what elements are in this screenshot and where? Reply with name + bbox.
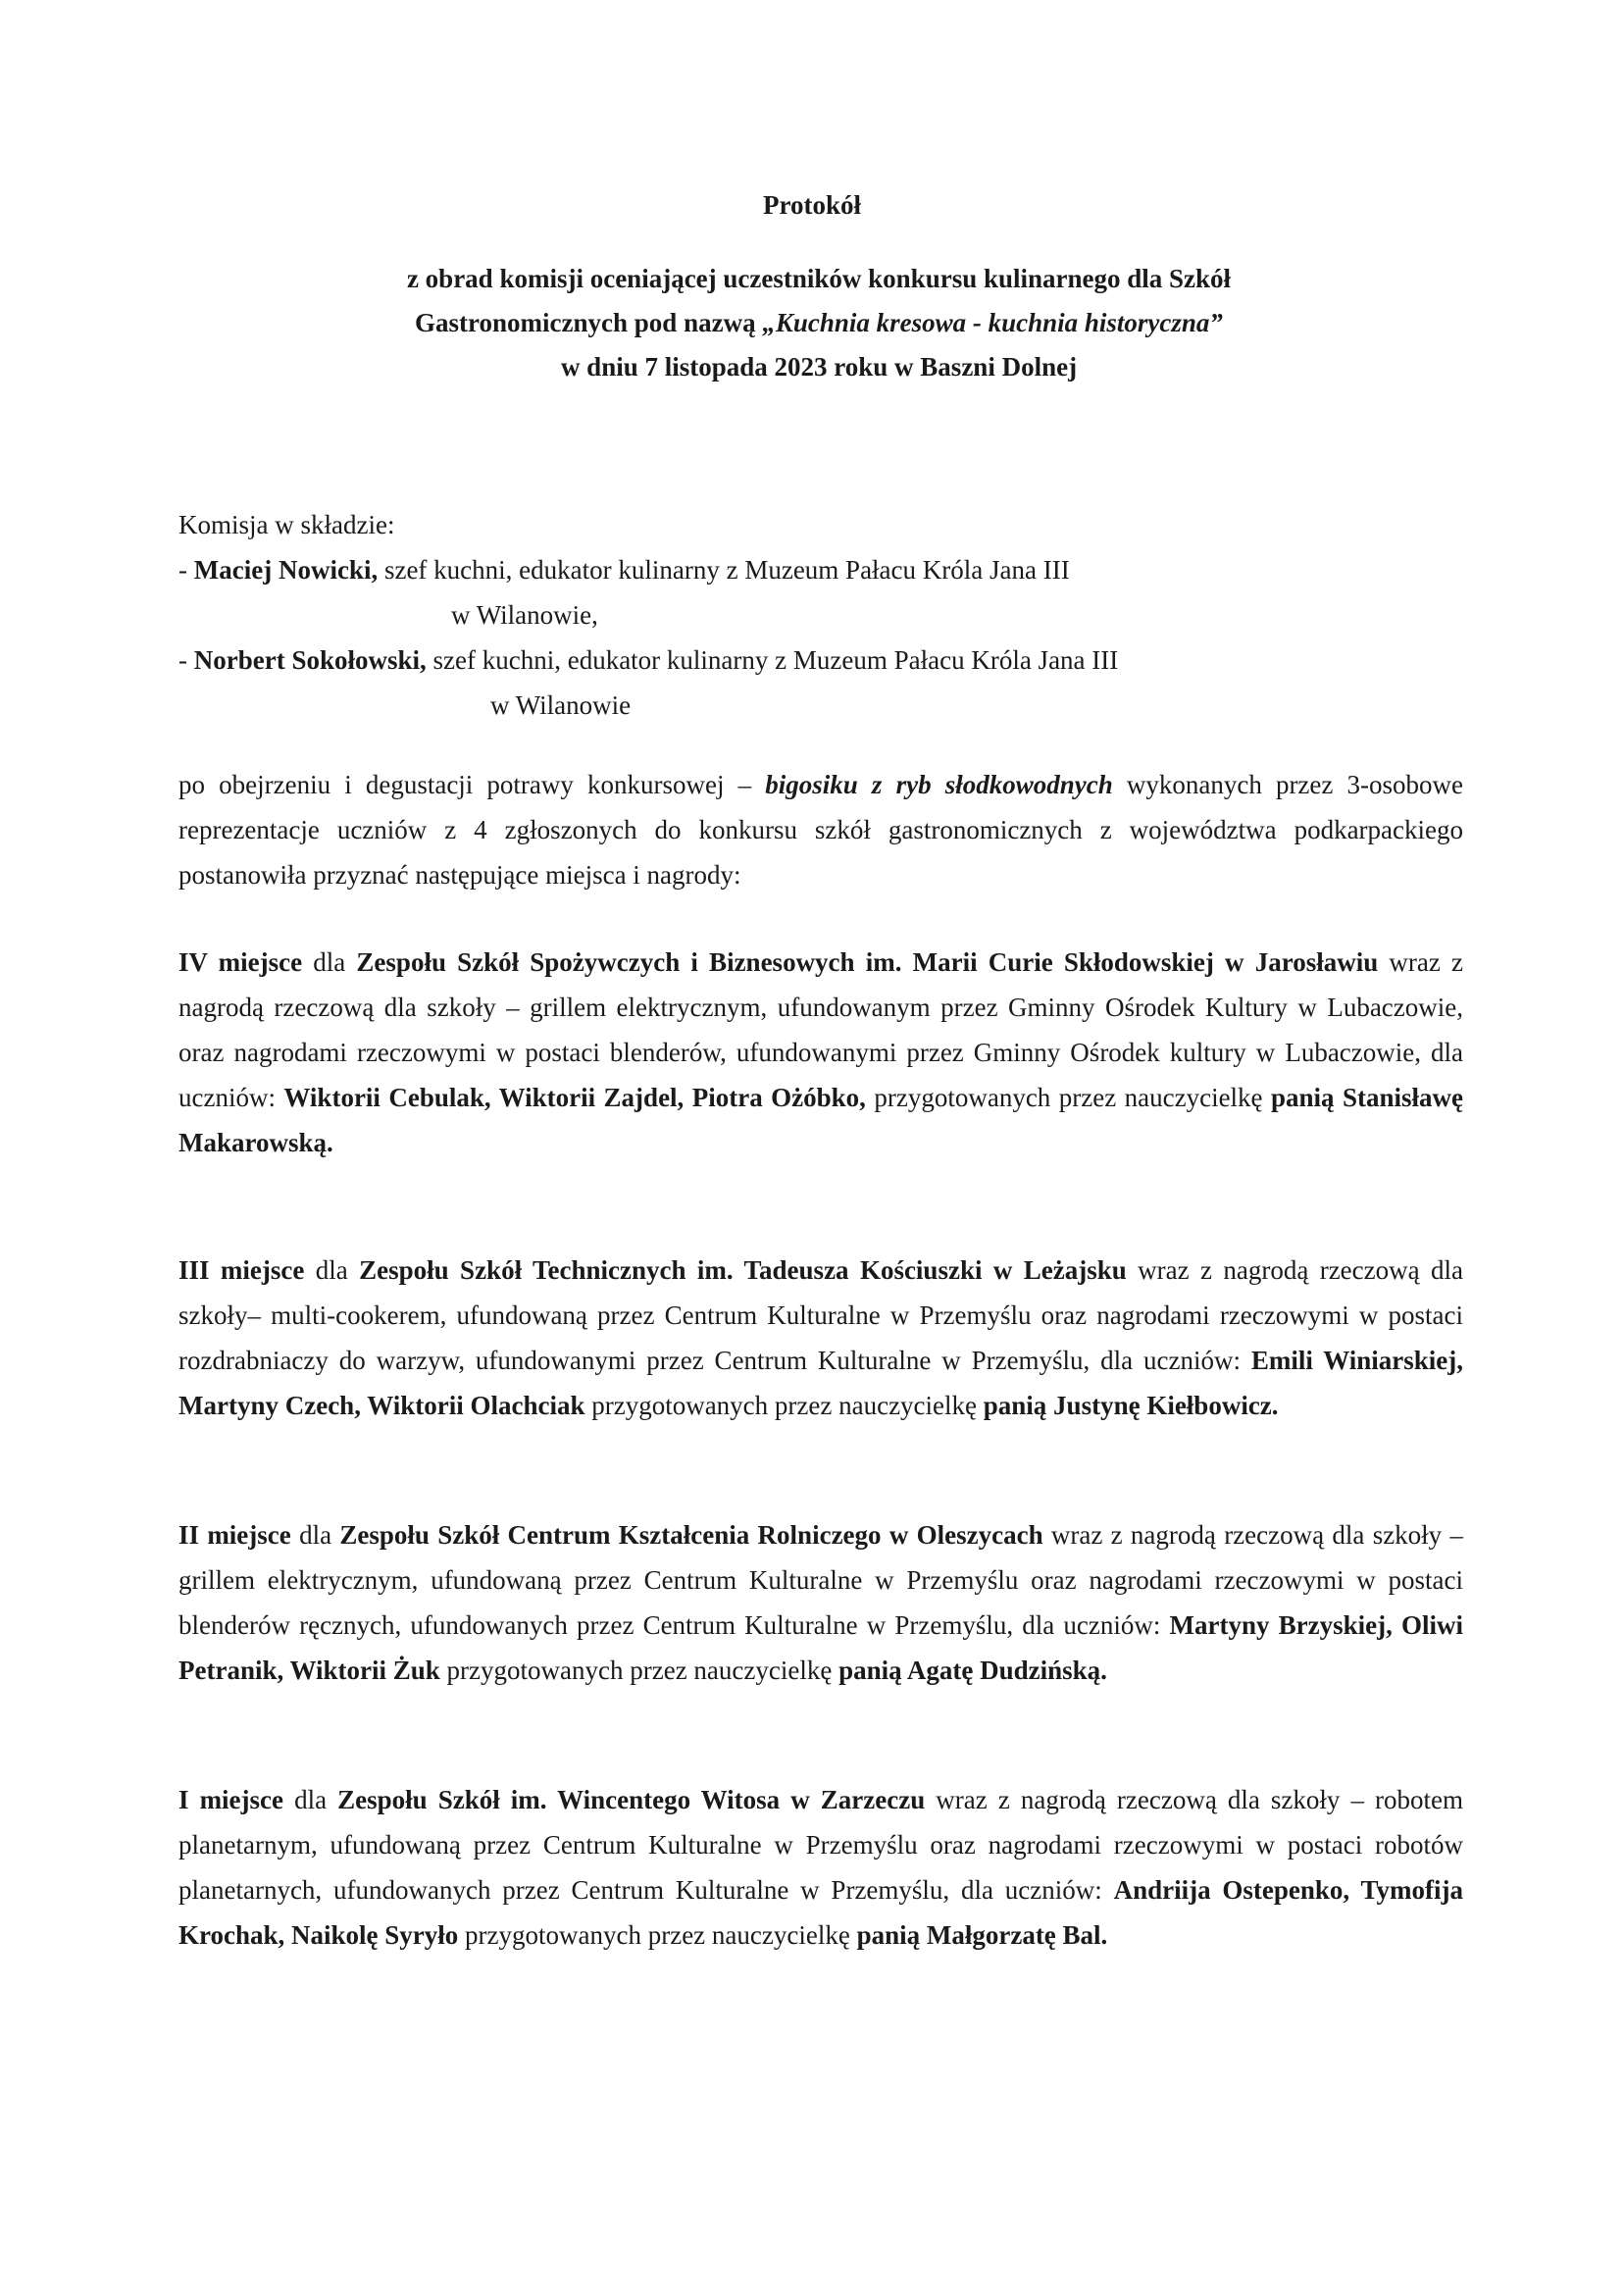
award-place-4: [178, 940, 1463, 1165]
subtitle-line-2-text: Gastronomicznych pod nazwą: [415, 308, 763, 337]
award-prize: wraz z nagrodą rzeczową dla szkoły – robotem planetarnym, ufundowaną przez Centrum Kulturalne w Przemyślu oraz nagrodami rzeczowymi w postaci robotów planetarnych, ufundowanych przez Centrum Kulturalne w Przemyślu, dla uczniów:: [178, 1785, 1463, 1905]
contest-name: „Kuchnia kresowa - kuchnia historyczna”: [762, 308, 1223, 337]
subtitle-line-2: [294, 301, 1344, 345]
award-place-2: [178, 1512, 1463, 1693]
award-prize: wraz z nagrodą rzeczową dla szkoły – grillem elektrycznym, ufundowanym przez Gminny Ośrodek Kultury w Lubaczowie, oraz nagrodami rzeczowymi w postaci blenderów, ufundowanymi przez Gminny Ośrodek kultury w Lubaczowie, dla uczniów:: [178, 947, 1463, 1112]
dish-name: bigosiku z ryb słodkowodnych: [765, 770, 1113, 799]
award-teacher: panią Stanisławę Makarowską.: [178, 1083, 1463, 1157]
award-place: IV miejsce: [178, 947, 303, 977]
award-school: Zespołu Szkół Technicznych im. Tadeusza Kościuszki w Leżajsku: [359, 1255, 1127, 1285]
document-subtitle: [294, 257, 1344, 389]
award-teacher-pre: przygotowanych przez nauczycielkę: [865, 1083, 1271, 1112]
award-students: Martyny Brzyskiej, Oliwi Petranik, Wiktorii Żuk: [178, 1610, 1463, 1685]
award-students: Andriija Ostepenko, Tymofija Krochak, Naikolę Syryło: [178, 1875, 1463, 1950]
member-prefix: -: [178, 645, 194, 675]
award-teacher-pre: przygotowanych przez nauczycielkę: [458, 1920, 857, 1950]
commission-member-2-cont: w Wilanowie: [490, 690, 632, 720]
commission-intro: Komisja w składzie:: [178, 510, 395, 539]
award-prize: wraz z nagrodą rzeczową dla szkoły – grillem elektrycznym, ufundowaną przez Centrum Kulturalne w Przemyślu oraz nagrodami rzeczowymi w postaci blenderów ręcznych, ufundowanych przez Centrum Kulturalne w Przemyślu, dla uczniów:: [178, 1520, 1463, 1640]
decision-text-b: wykonanych przez 3-osobowe reprezentacje uczniów z 4 zgłoszonych do konkursu szkół gastronomicznych z województwa podkarpackiego postanowiła przyznać następujące miejsca i nagrody:: [178, 770, 1463, 890]
award-teacher: panią Justynę Kiełbowicz.: [983, 1391, 1279, 1420]
award-prize: wraz z nagrodą rzeczową dla szkoły– multi-cookerem, ufundowaną przez Centrum Kulturalne w Przemyślu oraz nagrodami rzeczowymi w postaci rozdrabniaczy do warzyw, ufundowanymi przez Centrum Kulturalne w Przemyślu, dla uczniów:: [178, 1255, 1463, 1375]
award-place: III miejsce: [178, 1255, 305, 1285]
commission-section: [178, 502, 1463, 728]
commission-member-1-cont: w Wilanowie,: [451, 600, 598, 630]
member-name: Norbert Sokołowski,: [193, 645, 427, 675]
award-teacher: panią Agatę Dudzińską.: [838, 1656, 1107, 1685]
award-school: Zespołu Szkół im. Wincentego Witosa w Zarzeczu: [337, 1785, 926, 1814]
award-place-1: [178, 1777, 1463, 1958]
award-place: II miejsce: [178, 1520, 291, 1550]
award-teacher: panią Małgorzatę Bal.: [856, 1920, 1108, 1950]
decision-text-a: po obejrzeniu i degustacji potrawy konkursowej –: [178, 770, 766, 799]
award-dla: dla: [304, 1255, 360, 1285]
member-prefix: -: [178, 555, 194, 585]
award-dla: dla: [283, 1785, 338, 1814]
member-role: szef kuchni, edukator kulinarny z Muzeum Pałacu Króla Jana III: [426, 645, 1119, 675]
commission-member-2: [178, 637, 1463, 683]
award-teacher-pre: przygotowanych przez nauczycielkę: [584, 1391, 984, 1420]
document-title: Protokół: [763, 190, 861, 220]
award-dla: dla: [290, 1520, 340, 1550]
award-school: Zespołu Szkół Spożywczych i Biznesowych im. Marii Curie Skłodowskiej w Jarosławiu: [356, 947, 1379, 977]
member-name: Maciej Nowicki,: [193, 555, 379, 585]
member-role: szef kuchni, edukator kulinarny z Muzeum Pałacu Króla Jana III: [378, 555, 1070, 585]
award-dla: dla: [302, 947, 357, 977]
award-place-3: [178, 1248, 1463, 1428]
commission-member-1: [178, 547, 1463, 592]
award-school: Zespołu Szkół Centrum Kształcenia Rolniczego w Oleszycach: [339, 1520, 1043, 1550]
award-place: I miejsce: [178, 1785, 284, 1814]
decision-paragraph: [178, 762, 1463, 897]
subtitle-line-1: z obrad komisji oceniającej uczestników konkursu kulinarnego dla Szkół: [406, 264, 1232, 293]
award-students: Emili Winiarskiej, Martyny Czech, Wiktorii Olachciak: [178, 1346, 1463, 1420]
subtitle-line-3: w dniu 7 listopada 2023 roku w Baszni Dolnej: [560, 352, 1078, 382]
award-students: Wiktorii Cebulak, Wiktorii Zajdel, Piotra Ożóbko,: [283, 1083, 866, 1112]
award-teacher-pre: przygotowanych przez nauczycielkę: [439, 1656, 839, 1685]
